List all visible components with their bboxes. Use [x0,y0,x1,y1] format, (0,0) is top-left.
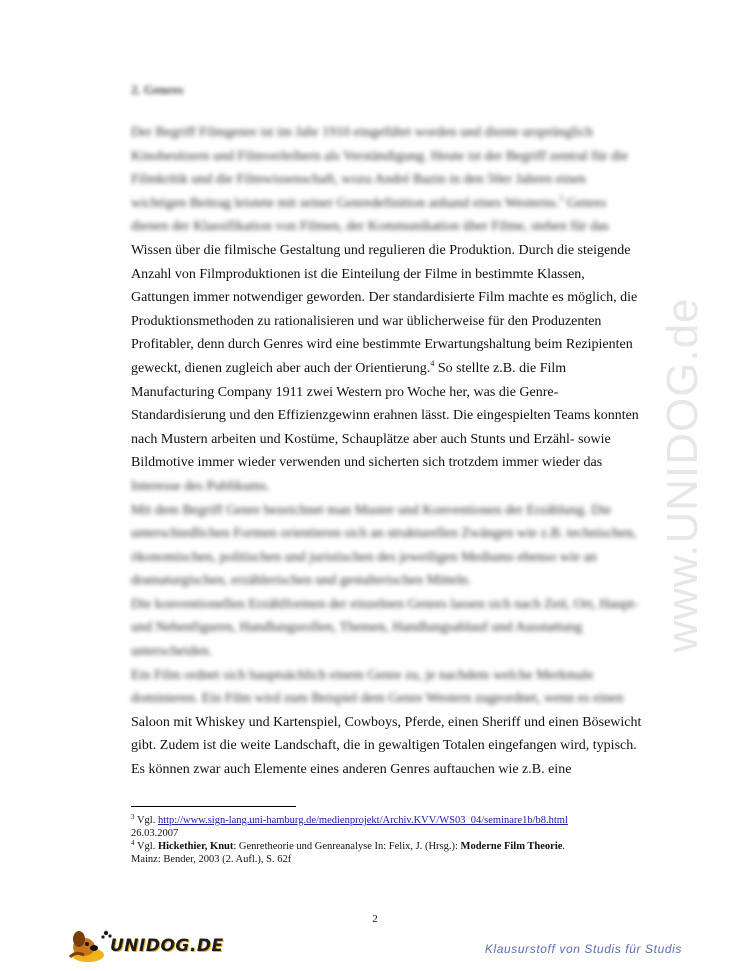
text-line-content: unterscheiden. [131,644,213,660]
footnote-book-title: Moderne Film Theorie [460,841,563,852]
logo-wordmark: UNIDOG.DE [110,936,224,956]
text-line-content: ökonomischen, politischen und juristischen des jeweiligen Mediums ebenso wie an [131,549,597,565]
text-line-content: Anzahl von Filmproduktionen ist die Einteilung der Filme in bestimmte Klassen, [131,266,585,282]
text-line-content: gibt. Zudem ist die weite Landschaft, die in gewaltigen Totalen eingefangen wird, typisch. [131,738,637,754]
text-line-content: Saloon mit Whiskey und Kartenspiel, Cowboys, Pferde, einen Sheriff und einen Bösewicht [131,714,642,730]
text-line [131,475,636,499]
text-line [131,734,636,758]
text-line-content: Bildmotive immer wieder verwenden und sicherten sich trotzdem immer wieder das [131,455,603,471]
text-line [131,333,636,357]
text-line [131,499,636,523]
text-line-content: unterschiedlichen Formen orientieren sich an strukturellen Zwängen wie z.B. technischen, [131,526,637,542]
text-line [131,239,636,263]
section-heading: 2. Genres [131,82,184,97]
body-paragraphs [131,121,642,782]
text-line-content: Manufacturing Company 1911 zwei Western pro Woche her, was die Genre- [131,384,559,400]
text-line-content: dramaturgischen, erzählerischen und gestalterischen Mitteln. [131,573,472,589]
text-line-content: Mit dem Begriff Genre bezeichnet man Muster und Konventionen der Erzählung. Die [131,502,612,518]
footnote-author: Hickethier, Knut [157,841,234,852]
footnotes [131,814,631,866]
text-line [131,664,636,688]
footnote-text: : Genretheorie und Genreanalyse In: Felix, J. (Hrsg.): [233,841,461,852]
text-line-content: Filmkritik und die Filmwissenschaft, wozu André Bazin in den 50er Jahren einen [131,172,586,188]
unidog-logo[interactable] [66,925,236,965]
footnote-end: . [562,841,566,852]
dog-mascot-icon [66,925,114,965]
text-line-content: Wissen über die filmische Gestaltung und regulieren die Produktion. Durch die steigende [131,242,631,258]
text-line [131,711,642,735]
footnote-prefix: Vgl. [136,815,158,826]
text-line [131,451,636,475]
text-line-content: Interesse des Publikums. [131,478,270,494]
text-line-content: dominieren. Ein Film wird zum Beispiel dem Genre Western zugeordnet, wenn es einen [131,691,624,707]
text-line [131,569,636,593]
text-line-continuation: Genres [563,195,607,211]
text-line-content: Kinobesitzern und Filmverleihern als Verständigung. Heute ist der Begriff zentral für die [131,148,629,164]
text-line-content: dienen der Klassifikation von Filmen, der Kommunikation über Filme, stehen für das [131,219,609,235]
footnote-prefix: Vgl. [136,841,158,852]
text-line [131,616,636,640]
footnote-link[interactable]: http://www.sign-lang.uni-hamburg.de/medienprojekt/Archiv.KVV/WS03_04/seminare1b/b8.html [157,815,568,826]
text-line-content: Der Begriff Filmgenre ist im Jahr 1910 eingeführt worden und diente ursprünglich [131,125,594,140]
text-line [131,310,636,334]
text-line [131,687,636,711]
text-line [131,192,636,216]
watermark: www.UNIDOG.de [658,297,707,653]
footnote-number: 4 [131,839,135,847]
text-line [131,522,636,546]
footnote-4 [131,840,631,866]
footnote-3 [131,814,631,840]
text-line-continuation: So stellte z.B. die Film [434,360,567,376]
text-line-content: Produktionsmethoden zu rationalisieren und war üblicherweise für den Produzenten [131,313,602,329]
text-line-content: Standardisierung und den Effizienzgewinn erahnen lässt. Die eingespielten Teams konnten [131,408,639,424]
text-line-content: Die konventionellen Erzählformen der einzelnen Genres lassen sich nach Zeit, Ort, Haupt- [131,596,639,612]
footnote-separator [131,806,296,807]
text-line [131,286,636,310]
footnote-publisher: Mainz: Bender, 2003 (2. Aufl.), S. 62f [131,854,292,865]
footnote-reference[interactable]: 3 [559,193,564,203]
page-number: 2 [372,913,378,925]
text-line [131,215,636,239]
text-line [131,145,636,169]
text-line [131,593,639,617]
text-line [131,758,636,782]
text-line-content: Es können zwar auch Elemente eines anderen Genres auftauchen wie z.B. eine [131,762,572,778]
text-line [131,546,636,570]
footnote-date: 26.03.2007 [131,828,179,839]
text-line [131,263,636,287]
footnote-reference[interactable]: 4 [430,358,435,368]
text-line [131,428,636,452]
text-line [131,381,636,405]
footer-tagline: Klausurstoff von Studis für Studis [484,942,682,956]
text-line-content: geweckt, dienen zugleich aber auch der Orientierung. [131,360,431,376]
text-line [131,168,636,192]
text-line-content: Gattungen immer notwendiger geworden. Der standardisierte Film machte es möglich, die [131,290,638,306]
text-line-content: Ein Film ordnet sich hauptsächlich einem Genre zu, je nachdem welche Merkmale [131,667,594,683]
text-line [131,121,636,145]
text-line [131,357,636,381]
text-line-content: und Nebenfiguren, Handlungsrollen, Themen, Handlungsablauf und Ausstattung [131,620,583,636]
text-line [131,404,639,428]
text-line-content: Profitabler, denn durch Genres wird eine bestimmte Erwartungshaltung beim Rezipienten [131,337,633,353]
footnote-number: 3 [131,813,135,821]
text-line-content: nach Mustern arbeiten und Kostüme, Schauplätze aber auch Stunts und Erzähl- sowie [131,431,611,447]
text-line [131,640,636,664]
text-line-content: wichtigen Beitrag leistete mit seiner Genredefinition anhand eines Westerns. [131,195,560,211]
